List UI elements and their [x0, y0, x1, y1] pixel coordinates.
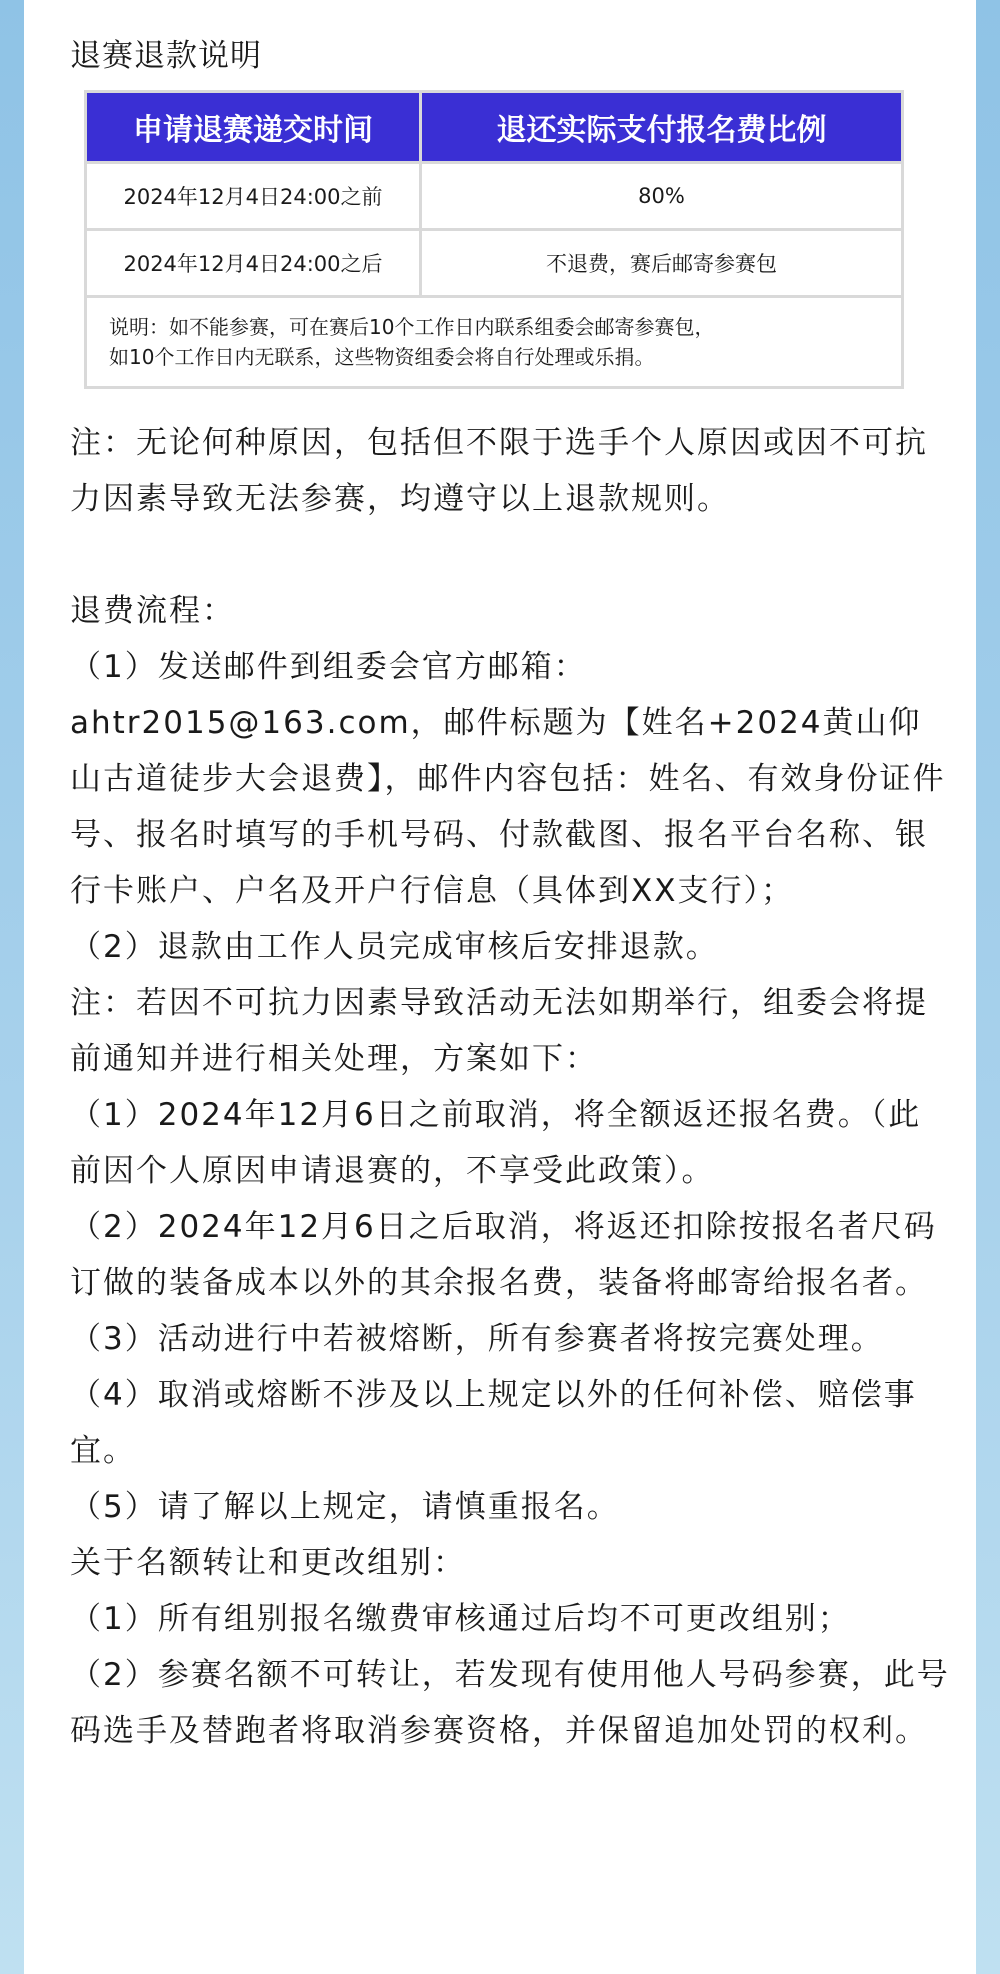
document-content [70, 34, 950, 1759]
table-cell-time: 2024年12月4日24:00之后 [86, 230, 421, 297]
paragraph: （2）参赛名额不可转让，若发现有使用他人号码参赛，此号码选手及替跑者将取消参赛资格，并保留追加处罚的权利。 [70, 1657, 950, 1749]
table-header-ratio: 退还实际支付报名费比例 [421, 92, 903, 163]
table-note-row [86, 297, 903, 388]
table-cell-time: 2024年12月4日24:00之前 [86, 163, 421, 230]
table-note-line: 说明：如不能参赛，可在赛后10个工作日内联系组委会邮寄参赛包， [109, 315, 715, 339]
paragraph: 注：无论何种原因，包括但不限于选手个人原因或因不可抗力因素导致无法参赛，均遵守以上退款规则。 [70, 425, 928, 517]
section-heading: 退赛退款说明 [70, 38, 262, 74]
paragraph: 注：若因不可抗力因素导致活动无法如期举行，组委会将提前通知并进行相关处理，方案如下： [70, 985, 928, 1077]
refund-table [84, 90, 904, 389]
refund-rules-text [70, 415, 950, 1759]
paragraph: （5）请了解以上规定，请慎重报名。 [70, 1489, 620, 1525]
paragraph: （2）退款由工作人员完成审核后安排退款。 [70, 929, 719, 965]
paragraph: （1）发送邮件到组委会官方邮箱： [70, 649, 587, 685]
paragraph: （1）所有组别报名缴费审核通过后均不可更改组别； [70, 1601, 851, 1637]
paragraph: （2）2024年12月6日之后取消，将返还扣除按报名者尺码订做的装备成本以外的其余报名费，装备将邮寄给报名者。 [70, 1209, 937, 1301]
paragraph-spacer [70, 527, 950, 583]
table-header-time: 申请退赛递交时间 [86, 92, 421, 163]
paragraph: 关于名额转让和更改组别： [70, 1545, 466, 1581]
paragraph: （3）活动进行中若被熔断，所有参赛者将按完赛处理。 [70, 1321, 884, 1357]
table-row [86, 163, 903, 230]
paragraph: 退费流程： [70, 593, 235, 629]
table-header-row [86, 92, 903, 163]
document-page [24, 0, 976, 1974]
table-cell-ratio: 不退费，赛后邮寄参赛包 [421, 230, 903, 297]
paragraph: （4）取消或熔断不涉及以上规定以外的任何补偿、赔偿事宜。 [70, 1377, 917, 1469]
paragraph: （1）2024年12月6日之前取消，将全额返还报名费。（此前因个人原因申请退赛的，不享受此政策）。 [70, 1097, 922, 1189]
table-cell-ratio: 80% [421, 163, 903, 230]
paragraph: ahtr2015@163.com，邮件标题为【姓名+2024黄山仰山古道徒步大会退费】，邮件内容包括：姓名、有效身份证件号、报名时填写的手机号码、付款截图、报名平台名称、银行卡账户、户名及开户行信息（具体到XX支行）； [70, 705, 946, 909]
table-row [86, 230, 903, 297]
table-note [86, 297, 903, 388]
table-note-line: 如10个工作日内无联系，这些物资组委会将自行处理或乐捐。 [109, 345, 655, 369]
